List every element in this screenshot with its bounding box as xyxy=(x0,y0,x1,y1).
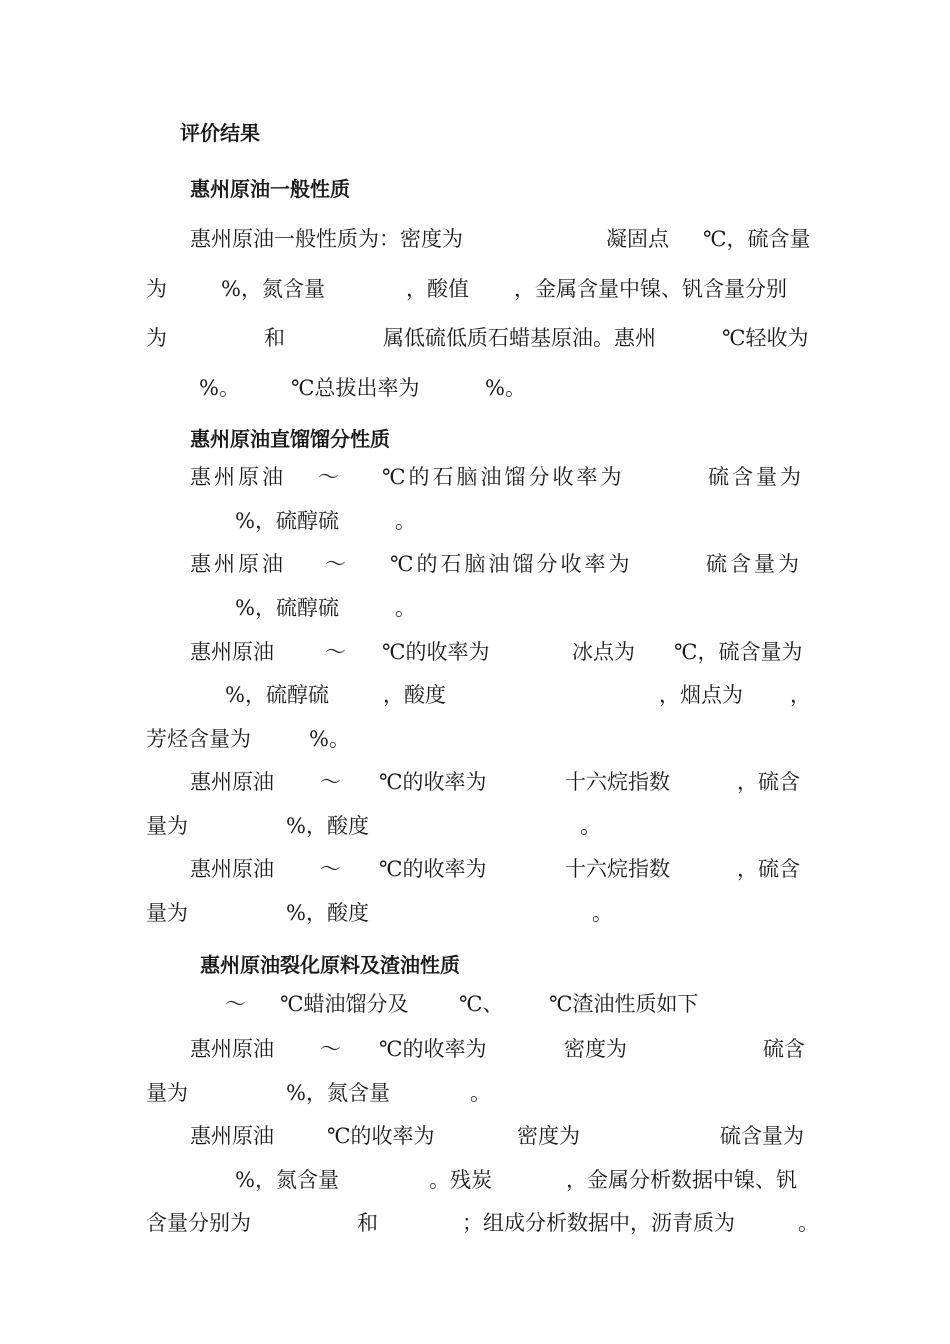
text-fragment: 惠州原油 xyxy=(190,770,274,794)
text-fragment: 。 xyxy=(580,814,601,838)
text-fragment: ℃、 xyxy=(459,992,504,1016)
text-fragment: ，金属分析数据中镍、钒 xyxy=(566,1168,797,1192)
text-fragment: ～ xyxy=(225,992,246,1016)
text-fragment: ， xyxy=(790,683,811,707)
text-fragment: ，硫含 xyxy=(737,770,800,794)
text-fragment: ℃的收率为 xyxy=(382,640,490,664)
text-fragment: %。 xyxy=(309,727,350,751)
text-fragment: 。 xyxy=(395,596,416,620)
text-fragment: ，硫含 xyxy=(737,857,800,881)
text-fragment: 密度为 xyxy=(564,1037,627,1061)
text-fragment: ℃的收率为 xyxy=(379,1037,487,1061)
text-fragment: 和 xyxy=(264,326,285,350)
text-fragment: 十六烷指数 xyxy=(565,770,670,794)
text-fragment: 惠州原油 xyxy=(190,640,274,664)
text-fragment: 惠州原油 xyxy=(190,1037,274,1061)
text-fragment: 为 xyxy=(146,277,167,301)
text-fragment: 惠州原油 xyxy=(190,552,286,576)
text-fragment: ℃的石脑油馏分收率为 xyxy=(382,465,625,489)
text-fragment: %，硫醇硫 xyxy=(235,596,339,620)
text-fragment: 量为 xyxy=(146,1081,188,1105)
text-fragment: ～ xyxy=(325,552,346,576)
text-fragment: ，烟点为 xyxy=(659,683,743,707)
text-fragment: ，酸度 xyxy=(383,683,446,707)
text-fragment: ～ xyxy=(325,640,346,664)
text-fragment: 芳烃含量为 xyxy=(146,727,251,751)
text-fragment: ℃渣油性质如下 xyxy=(549,992,699,1016)
text-fragment: %，硫醇硫 xyxy=(235,509,339,533)
text-fragment: 惠州原油 xyxy=(190,465,286,489)
text-fragment: 硫含 xyxy=(763,1037,805,1061)
section-heading-cracking-feed-residue: 惠州原油裂化原料及渣油性质 xyxy=(200,953,460,977)
text-fragment: ℃的石脑油馏分收率为 xyxy=(390,552,633,576)
text-fragment: ℃的收率为 xyxy=(379,857,487,881)
text-fragment: 硫含量为 xyxy=(720,1124,804,1148)
text-fragment: 硫含量为 xyxy=(708,465,804,489)
text-fragment: 量为 xyxy=(146,814,188,838)
text-fragment: ℃总拔出率为 xyxy=(291,376,420,400)
text-fragment: %，氮含量 xyxy=(235,1168,339,1192)
text-fragment: 量为 xyxy=(146,901,188,925)
text-fragment: 含量分别为 xyxy=(146,1211,251,1235)
text-fragment: 冰点为 xyxy=(572,640,635,664)
text-fragment: 。残炭 xyxy=(429,1168,492,1192)
text-fragment: 硫含量为 xyxy=(706,552,802,576)
document-title: 评价结果 xyxy=(180,121,260,145)
text-fragment: ～ xyxy=(318,465,339,489)
text-fragment: 。 xyxy=(798,1211,819,1235)
text-fragment: 。 xyxy=(470,1081,491,1105)
text-fragment: ～ xyxy=(320,770,341,794)
text-fragment: ～ xyxy=(320,1037,341,1061)
text-fragment: 惠州原油 xyxy=(190,857,274,881)
text-fragment: ℃，硫含量为 xyxy=(674,640,803,664)
text-fragment: 为 xyxy=(146,326,167,350)
text-fragment: %，酸度 xyxy=(286,901,369,925)
text-fragment: %，硫醇硫 xyxy=(225,683,329,707)
text-fragment: 凝固点 xyxy=(606,227,669,251)
text-fragment: ℃蜡油馏分及 xyxy=(280,992,409,1016)
text-fragment: 惠州原油一般性质为：密度为 xyxy=(190,227,463,251)
text-fragment: 十六烷指数 xyxy=(565,857,670,881)
text-fragment: 属低硫低质石蜡基原油。惠州 xyxy=(383,326,656,350)
text-fragment: %。 xyxy=(485,376,526,400)
text-fragment: ℃的收率为 xyxy=(379,770,487,794)
text-fragment: %，氮含量 xyxy=(286,1081,390,1105)
text-fragment: ，酸值 xyxy=(406,277,469,301)
text-fragment: 密度为 xyxy=(517,1124,580,1148)
text-fragment: %。 xyxy=(199,376,240,400)
text-fragment: ，金属含量中镍、钒含量分别 xyxy=(514,277,787,301)
text-fragment: 。 xyxy=(395,509,416,533)
text-fragment: ～ xyxy=(320,857,341,881)
section-heading-straight-run-fractions: 惠州原油直馏馏分性质 xyxy=(190,427,390,451)
text-fragment: 。 xyxy=(592,901,613,925)
text-fragment: ℃，硫含量 xyxy=(703,227,811,251)
text-fragment: 惠州原油 xyxy=(190,1124,274,1148)
text-fragment: %，酸度 xyxy=(286,814,369,838)
text-fragment: ℃的收率为 xyxy=(327,1124,435,1148)
text-fragment: ℃轻收为 xyxy=(722,326,809,350)
text-fragment: 和 xyxy=(357,1211,378,1235)
text-fragment: %，氮含量 xyxy=(221,277,325,301)
section-heading-general-properties: 惠州原油一般性质 xyxy=(190,177,350,201)
text-fragment: ；组成分析数据中，沥青质为 xyxy=(462,1211,735,1235)
